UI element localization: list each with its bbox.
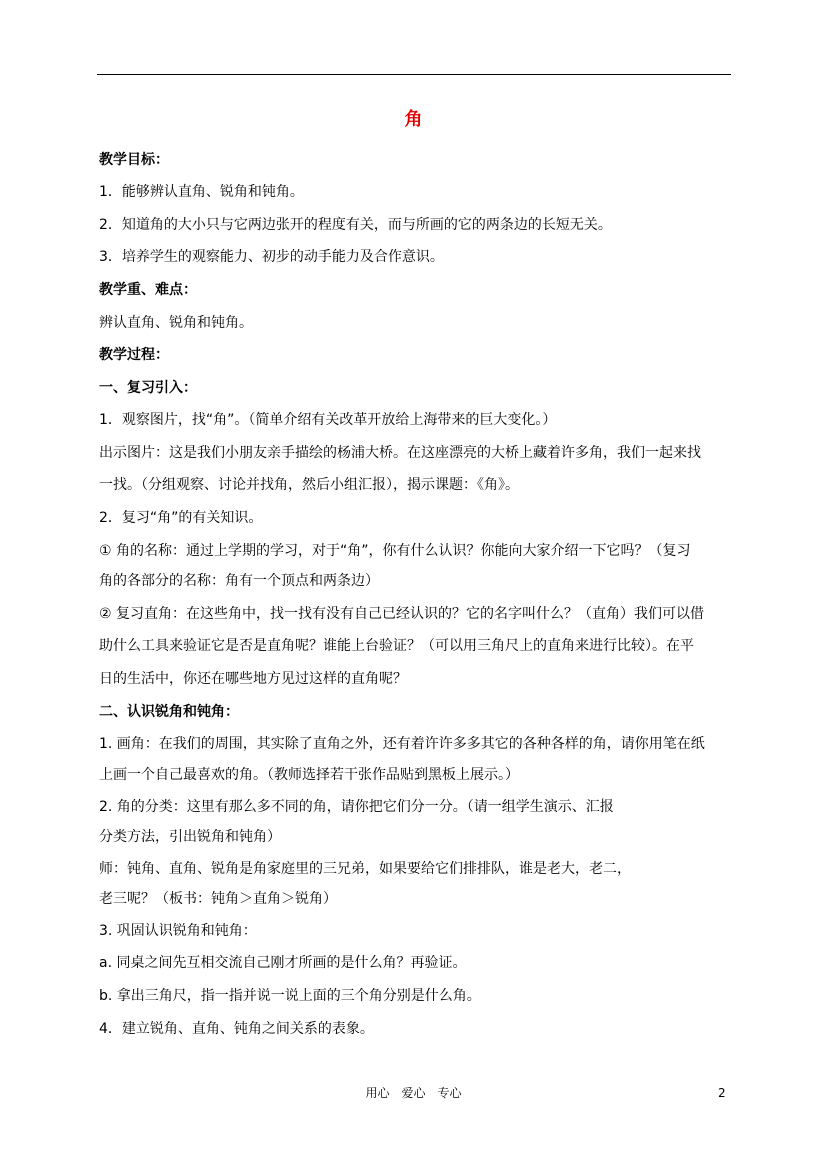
text-line: ① 角的名称：通过上学期的学习，对于“角”，你有什么认识？你能向大家介绍一下它吗？（复习	[99, 543, 691, 559]
section-heading: 教学过程：	[99, 347, 169, 363]
text-line: 日的生活中，你还在哪些地方见过这样的直角呢？	[99, 671, 407, 687]
text-line: 1. 画角：在我们的周围，其实除了直角之外，还有着许许多多其它的各种各样的角，请你用笔在纸	[99, 736, 705, 752]
section-heading: 一、复习引入：	[99, 380, 197, 396]
text-line: 3. 巩固认识锐角和钝角：	[99, 923, 257, 939]
text-line: 2．复习“角”的有关知识。	[99, 510, 263, 526]
text-line: 1．观察图片，找“角”。（简单介绍有关改革开放给上海带来的巨大变化。）	[99, 412, 557, 428]
footer-motto: 用心 爱心 专心	[365, 1086, 462, 1100]
header-rule	[97, 74, 731, 75]
text-line: 上画一个自己最喜欢的角。（教师选择若干张作品贴到黑板上展示。）	[99, 767, 519, 783]
text-line: 出示图片：这是我们小朋友亲手描绘的杨浦大桥。在这座漂亮的大桥上藏着许多角，我们一起来找	[99, 445, 701, 461]
text-line: 一找。（分组观察、讨论并找角，然后小组汇报），揭示课题：《角》。	[99, 477, 519, 493]
text-line: 1．能够辨认直角、锐角和钝角。	[99, 184, 304, 200]
text-line: 辨认直角、锐角和钝角。	[99, 315, 253, 331]
text-line: 助什么工具来验证它是否是直角呢？谁能上台验证？（可以用三角尺上的直角来进行比较）。在平	[99, 638, 694, 654]
text-line: 分类方法，引出锐角和钝角）	[99, 829, 281, 845]
text-line: 4．建立锐角、直角、钝角之间关系的表象。	[99, 1021, 374, 1037]
text-line: 2. 角的分类：这里有那么多不同的角，请你把它们分一分。（请一组学生演示、汇报	[99, 799, 614, 815]
text-line: 3．培养学生的观察能力、初步的动手能力及合作意识。	[99, 249, 444, 265]
section-heading: 二、认识锐角和钝角：	[99, 704, 239, 720]
page-number: 2	[718, 1086, 726, 1100]
text-line: 老三呢？（板书：钝角＞直角＞锐角）	[99, 891, 337, 907]
text-line: ② 复习直角：在这些角中，找一找有没有自己已经认识的？它的名字叫什么？（直角）我们可以借	[99, 606, 704, 622]
section-heading: 教学目标：	[99, 152, 169, 168]
text-line: 2．知道角的大小只与它两边张开的程度有关，而与所画的它的两条边的长短无关。	[99, 217, 612, 233]
page-title: 角	[404, 109, 423, 130]
text-line: b. 拿出三角尺，指一指并说一说上面的三个角分别是什么角。	[99, 988, 481, 1004]
text-line: a. 同桌之间先互相交流自己刚才所画的是什么角？再验证。	[99, 955, 467, 971]
text-line: 师：钝角、直角、锐角是角家庭里的三兄弟，如果要给它们排排队，谁是老大，老二，	[99, 861, 631, 877]
text-line: 角的各部分的名称：角有一个顶点和两条边）	[99, 573, 379, 589]
section-heading: 教学重、难点：	[99, 282, 197, 298]
